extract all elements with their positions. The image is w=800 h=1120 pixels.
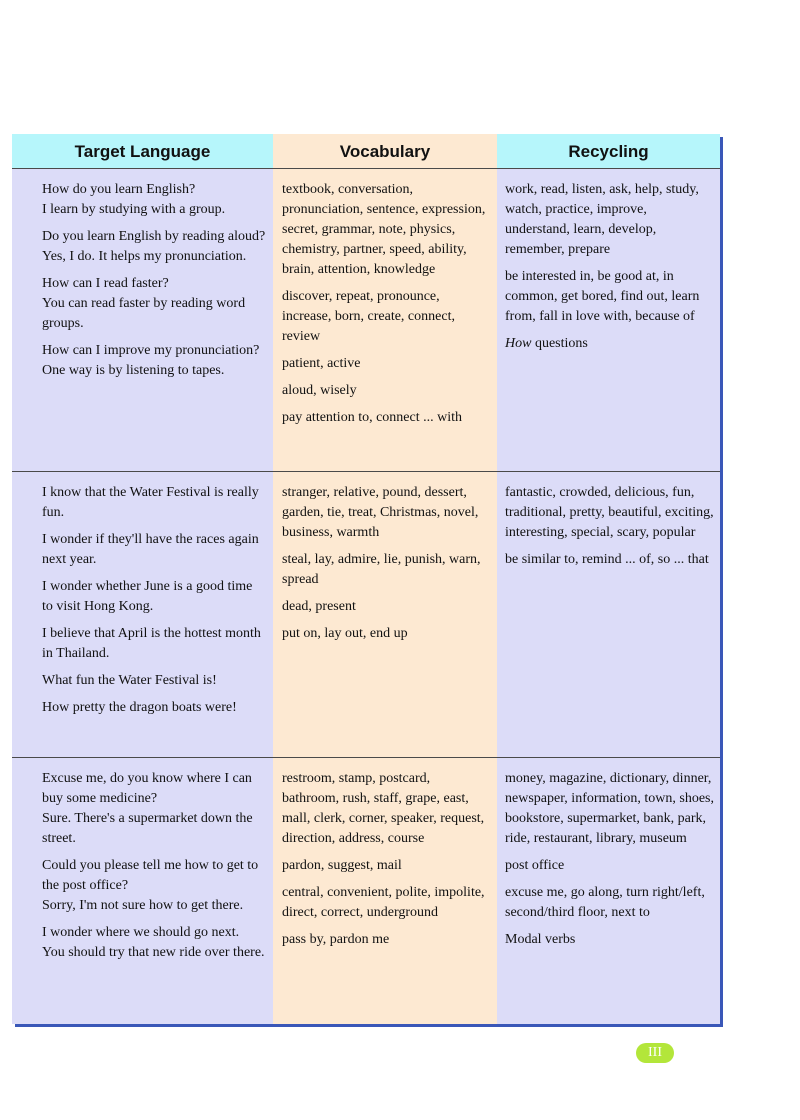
text-line: pass by, pardon me: [282, 932, 390, 947]
row1-recycling: [505, 180, 715, 361]
text-line: work, read, listen, ask, help, study, watch, practice, improve, understand, learn, develop, remember, prepare: [505, 182, 699, 257]
row3-vocabulary: [282, 769, 490, 957]
page-number: III: [636, 1043, 674, 1063]
text-line: fantastic, crowded, delicious, fun, traditional, pretty, beautiful, exciting, interesting, special, scary, popular: [505, 485, 714, 540]
header-divider: [12, 168, 720, 169]
row-divider: [12, 757, 720, 758]
header-vocabulary: Vocabulary: [273, 134, 497, 168]
text-line: I know that the Water Festival is really fun.: [42, 485, 259, 520]
text-line: patient, active: [282, 356, 361, 371]
text-line: pardon, suggest, mail: [282, 858, 402, 873]
text-line: What fun the Water Festival is!: [42, 673, 217, 688]
text-line: aloud, wisely: [282, 383, 357, 398]
text-line: be interested in, be good at, in common, get bored, find out, learn from, fall in love with, because of: [505, 269, 700, 324]
text-line: How do you learn English? I learn by studying with a group.: [42, 182, 226, 217]
row-divider: [12, 471, 720, 472]
row1-target-language: [42, 180, 266, 388]
text-line: How pretty the dragon boats were!: [42, 700, 237, 715]
row3-target-language: [42, 769, 266, 970]
text-line: pay attention to, connect ... with: [282, 410, 463, 425]
row2-recycling: [505, 483, 715, 577]
text-line: post office: [505, 858, 565, 873]
language-summary-table: [12, 134, 720, 1024]
text-line: central, convenient, polite, impolite, direct, correct, underground: [282, 885, 485, 920]
text-line: restroom, stamp, postcard, bathroom, rush, staff, grape, east, mall, clerk, corner, speaker, request, direction, address, course: [282, 771, 485, 846]
text-line: excuse me, go along, turn right/left, second/third floor, next to: [505, 885, 705, 920]
text-line: Do you learn English by reading aloud? Yes, I do. It helps my pronunciation.: [42, 229, 266, 264]
header-target-language: Target Language: [12, 134, 273, 168]
text-line: Could you please tell me how to get to the post office? Sorry, I'm not sure how to get there.: [42, 858, 259, 913]
text-line: I wonder where we should go next. You should try that new ride over there.: [42, 925, 265, 960]
row3-recycling: [505, 769, 715, 957]
text-line: money, magazine, dictionary, dinner, newspaper, information, town, shoes, bookstore, supermarket, bank, park, ride, restaurant, library, museum: [505, 771, 715, 846]
text-line: How can I read faster? You can read faster by reading word groups.: [42, 276, 246, 331]
text-line: Excuse me, do you know where I can buy some medicine? Sure. There's a supermarket down the street.: [42, 771, 253, 846]
row2-target-language: [42, 483, 266, 725]
text-line: steal, lay, admire, lie, punish, warn, spread: [282, 552, 481, 587]
text-line: I wonder whether June is a good time to visit Hong Kong.: [42, 579, 253, 614]
text-line: I wonder if they'll have the races again next year.: [42, 532, 259, 567]
row2-vocabulary: [282, 483, 490, 651]
text-line: be similar to, remind ... of, so ... that: [505, 552, 709, 567]
text-line: Modal verbs: [505, 932, 576, 947]
text-line: I believe that April is the hottest month in Thailand.: [42, 626, 261, 661]
text-line: stranger, relative, pound, dessert, garden, tie, treat, Christmas, novel, business, warmth: [282, 485, 479, 540]
text-line: put on, lay out, end up: [282, 626, 408, 641]
text-line: How can I improve my pronunciation? One way is by listening to tapes.: [42, 343, 260, 378]
text-line: dead, present: [282, 599, 356, 614]
row1-vocabulary: [282, 180, 490, 435]
text-line: textbook, conversation, pronunciation, sentence, expression, secret, grammar, note, physics, chemistry, partner, speed, ability, brain, attention, knowledge: [282, 182, 486, 277]
text-line: How questions: [505, 336, 588, 351]
text-line: discover, repeat, pronounce, increase, born, create, connect, review: [282, 289, 455, 344]
header-recycling: Recycling: [497, 134, 720, 168]
